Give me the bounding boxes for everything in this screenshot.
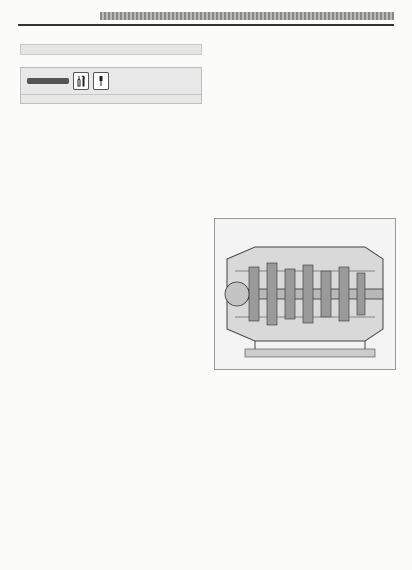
gearbox-illustration bbox=[214, 218, 396, 370]
steps-list bbox=[21, 95, 201, 98]
steps-title bbox=[27, 78, 69, 84]
gearbox-drawing bbox=[215, 219, 395, 369]
wrench-icon bbox=[73, 72, 89, 90]
steps-header bbox=[21, 68, 201, 95]
notes-box bbox=[20, 44, 202, 55]
header-decoration bbox=[100, 12, 394, 20]
header-rule bbox=[18, 24, 394, 26]
screwdriver-icon bbox=[93, 72, 109, 90]
running-header bbox=[0, 6, 412, 28]
right-column bbox=[214, 44, 394, 52]
left-column bbox=[20, 44, 202, 104]
work-steps-box bbox=[20, 67, 202, 104]
